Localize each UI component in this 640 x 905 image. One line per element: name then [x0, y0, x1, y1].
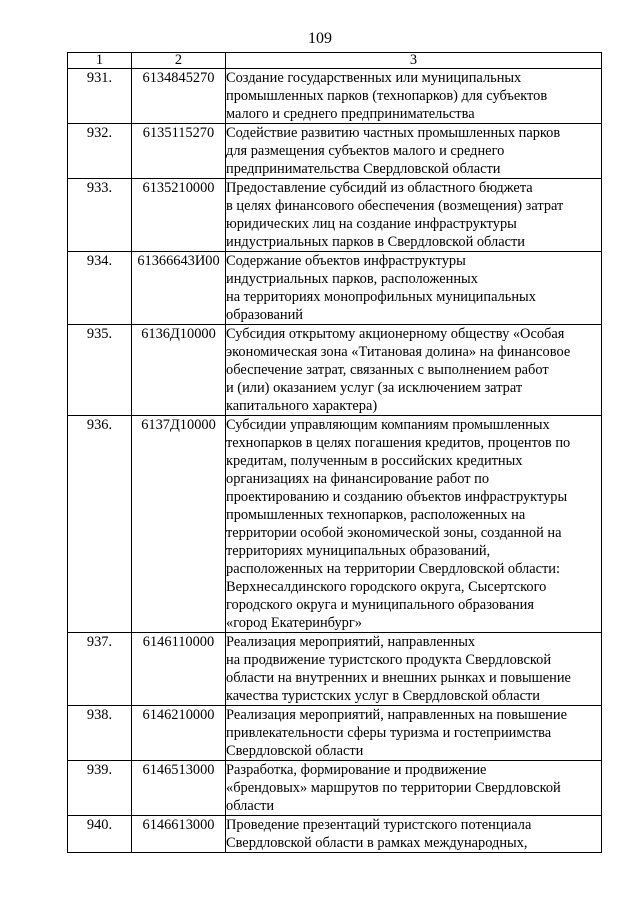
description-line: Разработка, формирование и продвижение [226, 762, 487, 778]
description-line: Свердловской области [226, 743, 364, 759]
description-line: Предоставление субсидий из областного бюджета [226, 180, 533, 196]
table-row [68, 325, 602, 416]
description-line: территории особой экономической зоны, созданной на [226, 525, 562, 541]
budget-code: 6134845270 [132, 69, 226, 124]
description-cell [226, 416, 602, 633]
row-number: 939. [68, 761, 132, 816]
budget-code: 6135210000 [132, 179, 226, 252]
description-cell [226, 179, 602, 252]
page-number: 109 [308, 30, 332, 47]
row-number: 938. [68, 706, 132, 761]
table-row [68, 416, 602, 633]
description-line: Субсидия открытому акционерному обществу «Особая [226, 326, 565, 342]
budget-code: 6146613000 [132, 816, 226, 853]
table-row [68, 179, 602, 252]
table-row [68, 816, 602, 853]
description-line: Реализация мероприятий, направленных на повышение [226, 707, 567, 723]
description-line: экономическая зона «Титановая долина» на финансовое [226, 344, 571, 360]
description-cell [226, 69, 602, 124]
description-line: Проведение презентаций туристского потенциала [226, 817, 532, 833]
budget-code: 61366643И00 [132, 252, 226, 325]
description-cell [226, 325, 602, 416]
description-line: на территориях монопрофильных муниципальных [226, 289, 536, 305]
description-line: на продвижение туристского продукта Свердловской [226, 652, 552, 668]
description-line: расположенных на территории Свердловской области: [226, 561, 560, 577]
row-number: 936. [68, 416, 132, 633]
description-line: промышленных парков (технопарков) для субъектов [226, 88, 548, 104]
description-line: и (или) оказанием услуг (за исключением затрат [226, 380, 523, 396]
row-number: 935. [68, 325, 132, 416]
description-line: привлекательности сферы туризма и гостеприимства [226, 725, 552, 741]
description-line: организациях на финансирование работ по [226, 471, 490, 487]
description-line: проектированию и созданию объектов инфраструктуры [226, 489, 568, 505]
description-line: предпринимательства Свердловской области [226, 161, 501, 177]
row-number: 931. [68, 69, 132, 124]
description-line: кредитам, полученным в российских кредитных [226, 453, 523, 469]
table-row [68, 706, 602, 761]
description-line: образований [226, 307, 303, 323]
description-line: юридических лиц на создание инфраструктуры [226, 216, 517, 232]
description-line: Содействие развитию частных промышленных парков [226, 125, 561, 141]
budget-code: 6146210000 [132, 706, 226, 761]
description-line: индустриальных парков, расположенных [226, 271, 478, 287]
table-row [68, 252, 602, 325]
column-header-3: 3 [226, 53, 602, 69]
budget-code: 6137Д10000 [132, 416, 226, 633]
description-line: Создание государственных или муниципальных [226, 70, 522, 86]
description-line: «брендовых» маршрутов по территории Свердловской [226, 780, 561, 796]
description-line: территориях муниципальных образований, [226, 543, 491, 559]
row-number: 932. [68, 124, 132, 179]
description-line: области на внутренних и внешних рынках и повышение [226, 670, 571, 686]
budget-code: 6146513000 [132, 761, 226, 816]
description-line: Верхнесалдинского городского округа, Сысертского [226, 579, 547, 595]
description-cell [226, 816, 602, 853]
description-line: малого и среднего предпринимательства [226, 106, 475, 122]
table-row [68, 633, 602, 706]
description-cell [226, 633, 602, 706]
column-header-2: 2 [132, 53, 226, 69]
table-header-row [68, 53, 602, 69]
description-line: капитального характера) [226, 398, 378, 414]
budget-code: 6146110000 [132, 633, 226, 706]
description-cell [226, 124, 602, 179]
description-line: индустриальных парков в Свердловской области [226, 234, 525, 250]
budget-code-table [67, 52, 602, 853]
description-line: для размещения субъектов малого и среднего [226, 143, 505, 159]
table-row [68, 761, 602, 816]
description-line: Содержание объектов инфраструктуры [226, 253, 466, 269]
description-line: Субсидии управляющим компаниям промышленных [226, 417, 550, 433]
description-line: Реализация мероприятий, направленных [226, 634, 476, 650]
description-line: в целях финансового обеспечения (возмещения) затрат [226, 198, 564, 214]
description-line: обеспечение затрат, связанных с выполнением работ [226, 362, 549, 378]
table-row [68, 69, 602, 124]
row-number: 940. [68, 816, 132, 853]
description-line: качества туристских услуг в Свердловской области [226, 688, 540, 704]
column-header-1: 1 [68, 53, 132, 69]
description-cell [226, 761, 602, 816]
description-line: технопарков в целях погашения кредитов, процентов по [226, 435, 571, 451]
table-row [68, 124, 602, 179]
description-cell [226, 252, 602, 325]
row-number: 934. [68, 252, 132, 325]
row-number: 937. [68, 633, 132, 706]
row-number: 933. [68, 179, 132, 252]
budget-code: 6136Д10000 [132, 325, 226, 416]
budget-code: 6135115270 [132, 124, 226, 179]
description-line: Свердловской области в рамках международных, [226, 835, 528, 851]
description-line: «город Екатеринбург» [226, 615, 362, 631]
description-line: области [226, 798, 275, 814]
description-line: промышленных технопарков, расположенных на [226, 507, 526, 523]
description-line: городского округа и муниципального образования [226, 597, 534, 613]
description-cell [226, 706, 602, 761]
